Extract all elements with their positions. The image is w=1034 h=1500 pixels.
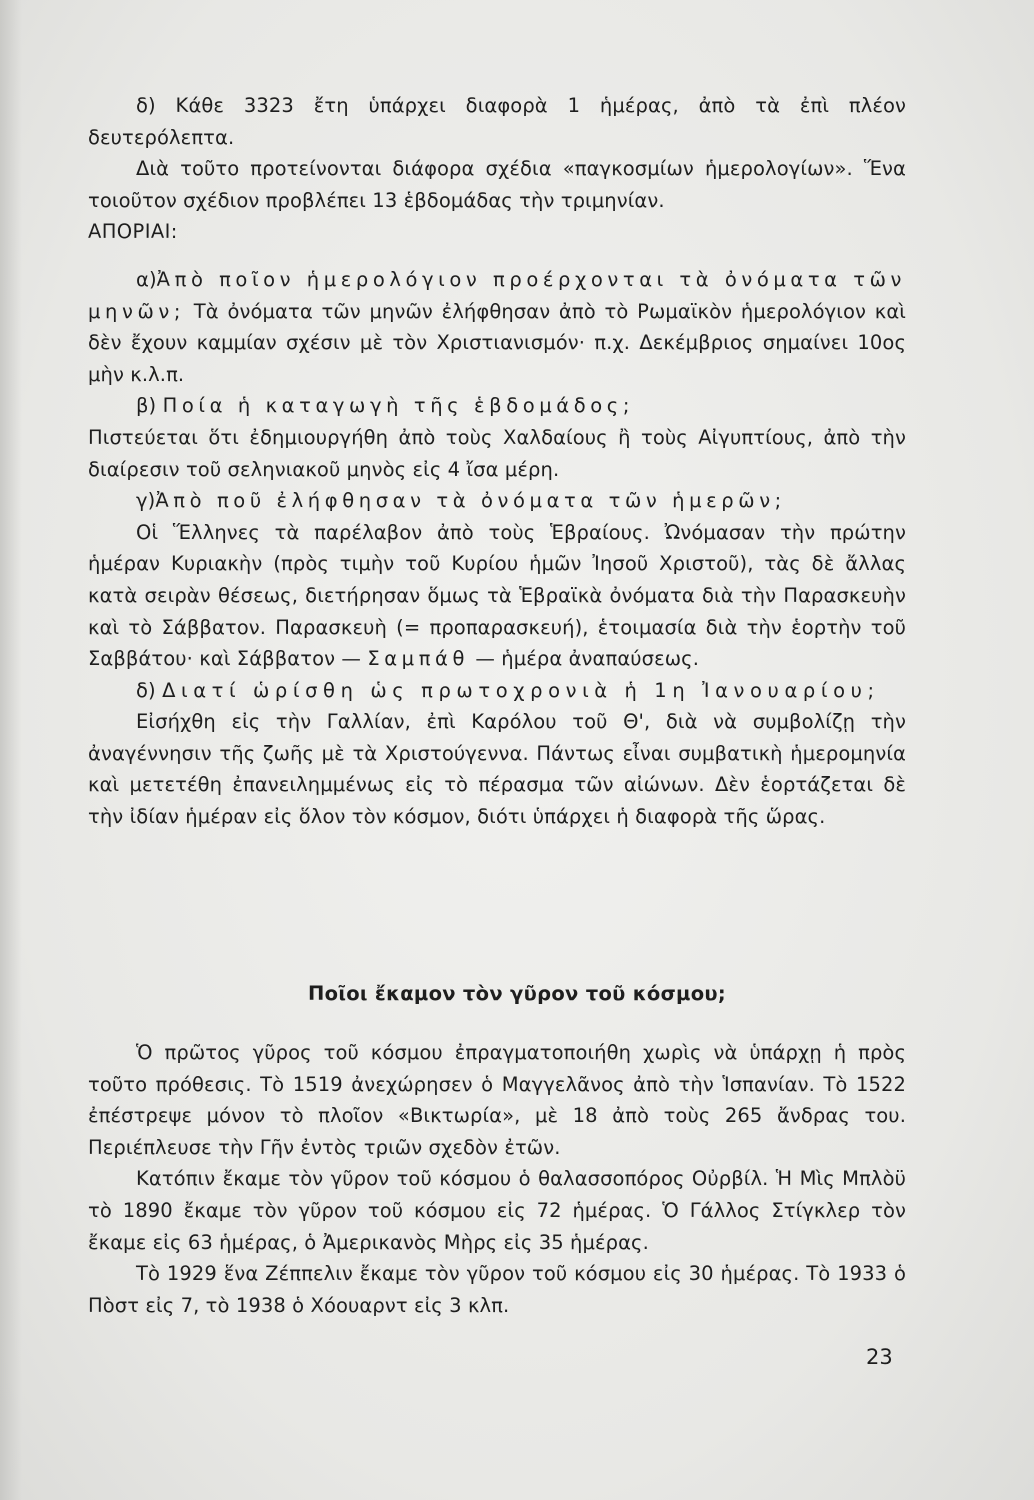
answer-d: Εἰσήχθη εἰς τὴν Γαλλίαν, ἐπὶ Καρόλου τοῦ Θ', διὰ νὰ συμβολίζῃ τὴν ἀναγέννησιν τῆς ζωῆς μὲ τὰ Χριστούγεννα. Πάντως εἶναι συμβατικὴ ἡμερομηνία καὶ μετετέθη ἐπανειλημμένως εἰς τὸ πέρασμα τῶν αἰώνων. Δὲν ἑορτάζεται δὲ τὴν ἰδίαν ἡμέραν εἰς ὅλον τὸν κόσμον, διότι ὑπάρχει ἡ διαφορὰ τῆς ὥρας. — [88, 710, 906, 829]
question-b — [88, 390, 906, 422]
question-c — [88, 485, 906, 517]
question-a — [88, 264, 906, 390]
question-a-text: Ἀπὸ ποῖον ἡμερολόγιον προέρχονται τὰ ὀνόματα τῶν μηνῶν; — [88, 267, 906, 323]
answer-c — [88, 517, 906, 675]
paragraph-first-voyage: Ὁ πρῶτος γῦρος τοῦ κόσμου ἐπραγματοποιήθη χωρὶς νὰ ὑπάρχῃ ἡ πρὸς τοῦτο πρόθεσις. Τὸ 1519 ἀνεχώρησεν ὁ Μαγγελᾶνος ἀπὸ τὴν Ἱσπανίαν. Τὸ 1522 ἐπέστρεψε μόνον τὸ πλοῖον «Βικτωρία», μὲ 18 ἀπὸ τοὺς 265 ἄνδρας του. Περιέπλευσε τὴν Γῆν ἐντὸς τριῶν σχεδὸν ἐτῶν. — [88, 1041, 906, 1159]
questions-heading: ΑΠΟΡΙΑΙ: — [88, 220, 178, 244]
section-title: Ποῖοι ἔκαμον τὸν γῦρον τοῦ κόσμου; — [308, 982, 726, 1005]
answer-c-part-2: — ἡμέρα ἀναπαύσεως. — [475, 647, 700, 671]
paragraph-modern-voyages: Τὸ 1929 ἕνα Ζέππελιν ἔκαμε τὸν γῦρον τοῦ κόσμου εἰς 30 ἡμέρας. Τὸ 1933 ὁ Πὸστ εἰς 7, τὸ 1938 ὁ Χόουαρντ εἰς 3 κλπ. — [88, 1262, 906, 1317]
page-edge-shadow — [0, 0, 22, 1500]
answer-c-word-sabbath: Σαμπάθ — [367, 647, 470, 671]
question-d-text: Διατί ὡρίσθη ὡς πρωτοχρονιὰ ἡ 1η Ἰανουαρίου; — [162, 678, 880, 702]
question-c-label: γ) — [136, 489, 156, 513]
question-d — [88, 675, 906, 707]
paragraph-later-voyages: Κατόπιν ἔκαμε τὸν γῦρον τοῦ κόσμου ὁ θαλασσοπόρος Οὐρβίλ. Ἡ Μὶς Μπλὸϋ τὸ 1890 ἔκαμε τὸν γῦρον τοῦ κόσμου εἰς 72 ἡμέρας. Ὁ Γάλλος Στίγκλερ τὸν ἔκαμε εἰς 63 ἡμέρας, ὁ Ἀμερικανὸς Μὴρς εἰς 35 ἡμέρας. — [88, 1167, 906, 1254]
upper-text-block — [88, 90, 906, 833]
paragraph-calendars: Διὰ τοῦτο προτείνονται διάφορα σχέδια «παγκοσμίων ἡμερολογίων». Ἕνα τοιοῦτον σχέδιον προβλέπει 13 ἑβδομάδας τὴν τριμηνίαν. — [88, 157, 906, 212]
question-d-label: δ) — [136, 678, 156, 702]
lower-text-block — [88, 1037, 906, 1321]
answer-b: Πιστεύεται ὅτι ἐδημιουργήθη ἀπὸ τοὺς Χαλδαίους ἢ τοὺς Αἰγυπτίους, ἀπὸ τὴν διαίρεσιν τοῦ σεληνιακοῦ μηνὸς εἰς 4 ἴσα μέρη. — [88, 425, 906, 481]
question-b-text: Ποία ἡ καταγωγὴ τῆς ἑβδομάδος; — [162, 394, 635, 418]
answer-a: Τὰ ὀνόματα τῶν μηνῶν ἐλήφθησαν ἀπὸ τὸ Ρωμαϊκὸν ἡμερολόγιον καὶ δὲν ἔχουν καμμίαν σχέσιν μὲ τὸν Χριστιανισμόν· π.χ. Δεκέμβριος σημαίνει 10ος μὴν κ.λ.π. — [88, 299, 906, 386]
page-number: 23 — [866, 1345, 893, 1369]
answer-c-part-1: Οἱ Ἕλληνες τὰ παρέλαβον ἀπὸ τοὺς Ἑβραίους. Ὠνόμασαν τὴν πρώτην ἡμέραν Κυριακὴν (πρὸς τιμὴν τοῦ Κυρίου ἡμῶν Ἰησοῦ Χριστοῦ), τὰς δὲ ἄλλας κατὰ σειρὰν θέσεως, διετήρησαν ὅμως τὰ Ἑβραϊκὰ ὀνόματα διὰ τὴν Παρασκευὴν καὶ τὸ Σάββατον. Παρασκευὴ (= προπαρασκευή), ἑτοιμασία διὰ τὴν ἑορτὴν τοῦ Σαββάτου· καὶ Σάββατον — — [88, 520, 906, 671]
question-c-text: Ἀπὸ ποῦ ἐλήφθησαν τὰ ὀνόματα τῶν ἡμερῶν; — [155, 489, 786, 513]
paragraph-leap-seconds: δ) Κάθε 3323 ἔτη ὑπάρχει διαφορὰ 1 ἡμέρας, ἀπὸ τὰ ἐπὶ πλέον δευτερόλεπτα. — [88, 94, 906, 149]
question-a-label: α) — [136, 267, 157, 291]
question-b-label: β) — [136, 394, 157, 418]
